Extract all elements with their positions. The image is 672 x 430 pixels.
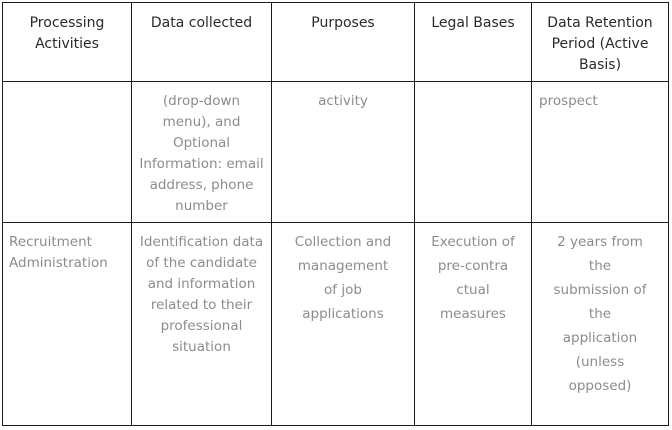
- header-data-retention-period: Data Retention Period (Active Basis): [547, 15, 653, 73]
- row2-data-collected: Identification data of the candidate and information related to their professional situation: [139, 234, 264, 355]
- column-divider: [414, 3, 415, 425]
- row1-retention-period: prospect: [539, 93, 598, 109]
- row2-purposes: Collection and management of job applications: [294, 234, 392, 322]
- header-processing-activities: Processing Activities: [29, 15, 105, 52]
- row-divider: [3, 222, 668, 223]
- column-divider: [271, 3, 272, 425]
- row2-retention-period: 2 years from the submission of the application (unless opposed): [553, 234, 647, 394]
- row1-data-collected: (drop-down menu), and Optional Information: email address, phone number: [139, 93, 264, 214]
- row1-purposes: activity: [318, 93, 368, 109]
- row2-processing-activity: Recruitment Administration: [9, 234, 108, 271]
- header-purposes: Purposes: [311, 15, 375, 31]
- header-legal-bases: Legal Bases: [431, 15, 515, 31]
- row-divider: [3, 81, 668, 82]
- data-processing-table: [2, 2, 669, 426]
- row2-legal-bases: Execution of pre-contra ctual measures: [431, 234, 515, 322]
- header-data-collected: Data collected: [150, 15, 253, 31]
